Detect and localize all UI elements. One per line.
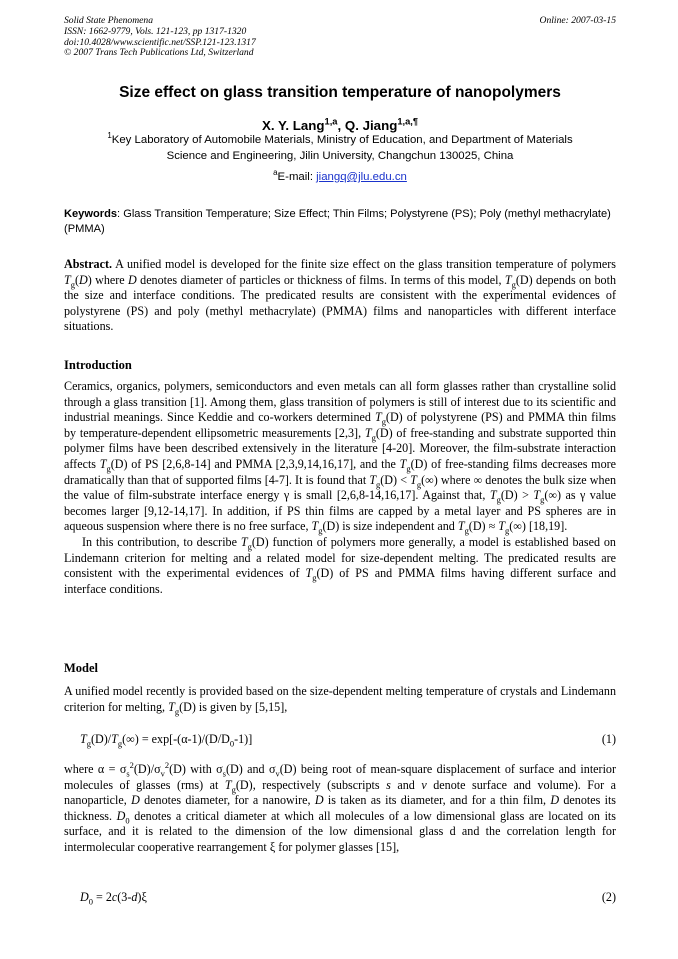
paper-title: Size effect on glass transition temperature of nanopolymers [119, 84, 561, 101]
affiliation: $^1$Key Laboratory of Automobile Materials, Ministry of Education, and Department of Materials Science and Engineering, Jilin University, Changchun 130025, China [107, 131, 573, 162]
author-lang: X. Y. Lang [261, 118, 325, 133]
journal-name: Solid State Phenomena [64, 15, 153, 26]
introduction-text: Ceramics, organics, polymers, semiconductors and even metals can all form glasses rather than crystalline solid through a glass transition [1]. Among them, glass transition of polymers is still of interest due to its scientific and industrial meanings. Since Keddie and co-workers determined $T_g(D)$ of polystyrene (PS) and PMMA thin films by temperature-dependent ellipsometric measurements [2,3], $T_g(D)$ of free-standing and substrate supported thin polymer films have been described extensively in the literature [4-20]. Moreover, the film-substrate interaction affects $T_g(D)$ of PS [2,6,8-14] and PMMA [2,3,9,14,16,17], and the $T_g(D)$ of free-standing films decreases more dramatically than that of supported films [4-7]. It is found that $T_g(D) < T_g(\infty)$ where ∞ denotes the bulk size when the value of film-substrate interface energy γ is small [2,6,8-14,16,17]. Against that, $T_g(D) > T_g(\infty)$ as γ value becomes larger [9,12-14,17]. In addition, if PS thin films are capped by a metal layer and PS spheres are in aqueous suspension where there is no free surface, $T_g(D)$ is size independent and $T_g(D) \approx T_g(\infty)$ [18,19]. In this contribution, to describe $T_g(D)$ function of polymers more generally, a model is established based on Lindemann criterion for melting and a related model for size-dependent melting. The predicated results are consistent with the experimental evidences of $T_g(D)$ of PS and PMMA films having different surface and interface conditions. [64, 379, 617, 596]
email-link[interactable]: jiangq@jlu.edu.cn [316, 171, 407, 183]
doi-line: doi:10.4028/www.scientific.net/SSP.121-123.1317 [64, 36, 256, 48]
equation-1-number: (1) [601, 732, 616, 746]
authors-line: X. Y. Lang$^{1,a}$, Q. Jiang$^{1,a,\P}$ [261, 116, 419, 133]
model-text-1: A unified model recently is provided based on the size-dependent melting temperature of crystals and Lindemann criterion for melting, $T_g(D)$ is given by [5,15], [64, 684, 616, 716]
section-heading-model: Model [64, 661, 99, 675]
copyright-line: © 2007 Trans Tech Publications Ltd, Switzerland [64, 47, 254, 59]
section-heading-introduction: Introduction [64, 358, 132, 372]
online-date: Online: 2007-03-15 [539, 15, 616, 26]
equation-2-number: (2) [601, 890, 616, 904]
abstract: Abstract. A unified model is developed for the finite size effect on the glass transition temperature of polymers $T_g(D)$ where D denotes diameter of particles or thickness of films. In terms of this model, $T_g(D)$ depends on both the size and interface conditions. The predicated results are consistent with the experimental evidences of polystyrene (PS) and poly (methyl methacrylate) (PMMA) films and nanoparticles with different interface situations. [64, 257, 616, 334]
model-text-2: where $\alpha = \sigma_s^2(D)/\sigma_v^2(D)$ with $\sigma_s(D)$ and $\sigma_v(D)$ being root of mean-square displacement of surface and interior molecules of glasses (rms) at $T_g(D)$, respectively (subscripts s and v denote surface and volume). For a nanoparticle, D denotes diameter, for a nanowire, D is taken as its diameter, and for a thin film, D denotes its thickness. $D_0$ denotes a critical diameter at which all molecules of a low dimensional glass are located on its surface, and it is related to the dimension of the low dimensional glass d and the correlation length for intermolecular cooperative rearrangement ξ for polymer glasses [15], [64, 759, 617, 854]
issn-line: ISSN: 1662-9779, Vols. 121-123, pp 1317-1320 [64, 25, 247, 37]
equation-2: $D_0 = 2c(3-d)\xi$ (2) [80, 890, 616, 907]
author-jiang: Q. Jiang [344, 118, 398, 133]
journal-header [64, 16, 616, 59]
equation-1: $T_g(D)/T_g(\infty) = \exp[-(\alpha-1)/(D/D_0-1)]$ (1) [80, 732, 616, 749]
email-line: $^a$E-mail: jiangq@jlu.edu.cn [273, 168, 407, 183]
keywords: Keywords: Glass Transition Temperature; Size Effect; Thin Films; Polystyrene (PS); Poly (methyl methacrylate) (PMMA) [64, 208, 611, 235]
